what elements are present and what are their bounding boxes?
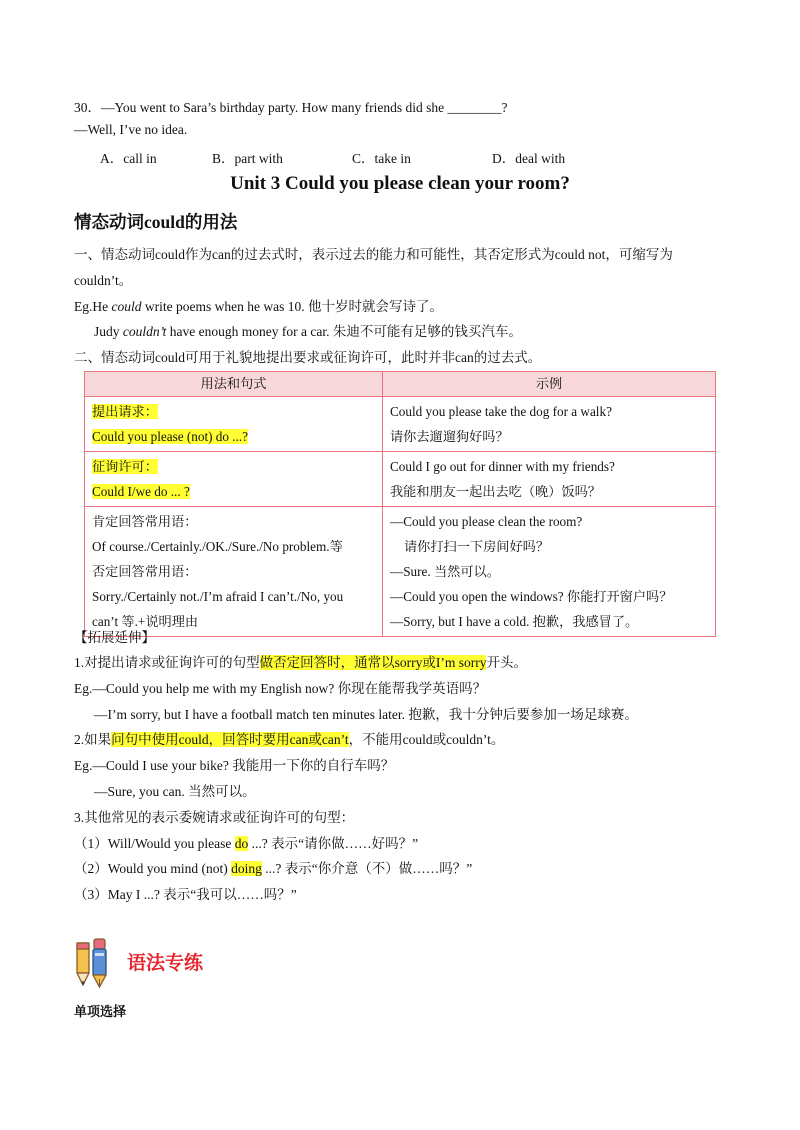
negative-phrases-cont: can’t 等.+说明理由 bbox=[92, 614, 199, 629]
pattern-highlight: do bbox=[234, 836, 249, 851]
negative-phrases: Sorry./Certainly not./I’m afraid I can’t./No, you bbox=[92, 589, 344, 604]
unit-title: Unit 3 Could you please clean your room? bbox=[230, 173, 570, 194]
negative-label: 否定回答常用语： bbox=[92, 564, 198, 579]
table-row bbox=[85, 397, 716, 452]
example-en: Could I go out for dinner with my friends? bbox=[390, 459, 615, 474]
usage-pattern: Could I/we do ... ? bbox=[92, 484, 190, 499]
q30-option-d: D．deal with bbox=[492, 151, 566, 166]
example-prefix: Judy bbox=[94, 324, 123, 339]
q30-option-b: B．part with bbox=[212, 151, 283, 166]
q30-reply: —Well, I’ve no idea. bbox=[74, 122, 188, 137]
dialog-line: —Could you open the windows? 你能打开窗户吗？ bbox=[390, 589, 673, 604]
example-line-2 bbox=[94, 320, 522, 340]
point-highlight: 问句中使用could，回答时要用can或can’t bbox=[111, 732, 349, 747]
usage-table bbox=[84, 371, 716, 637]
example-rest: have enough money for a car. 朱迪不可能有足够的钱买汽车。 bbox=[166, 324, 522, 339]
example-line-1 bbox=[74, 295, 443, 315]
pattern-text: ...? 表示“请你做……好吗？” bbox=[248, 836, 419, 851]
practice-title: 语法专练 bbox=[127, 952, 204, 974]
table-cell-usage bbox=[85, 397, 383, 452]
q30-option-c: C．take in bbox=[352, 151, 411, 166]
pattern-text: ...? 表示“你介意（不）做……吗？” bbox=[261, 861, 473, 876]
extension-point-2 bbox=[74, 728, 504, 748]
usage-label: 征询许可： bbox=[92, 459, 158, 474]
point-text: 1.对提出请求或征询许可的句型 bbox=[74, 655, 260, 670]
section-title: 情态动词could的用法 bbox=[74, 212, 238, 232]
point-highlight: 做否定回答时，通常以sorry或I’m sorry bbox=[259, 655, 487, 670]
para1-line1: 一、情态动词could作为can的过去式时，表示过去的能力和可能性，其否定形式为could not，可缩写为 bbox=[74, 247, 673, 262]
table-header-row bbox=[85, 372, 716, 397]
affirmative-label: 肯定回答常用语： bbox=[92, 514, 198, 529]
pattern-item bbox=[74, 857, 472, 877]
table-cell-usage bbox=[85, 507, 383, 637]
dialog-line: —Could you please clean the room? bbox=[390, 514, 583, 529]
table-cell-example bbox=[383, 397, 716, 452]
point-text: ，不能用could或couldn’t。 bbox=[348, 732, 505, 747]
extension-point-1 bbox=[74, 651, 527, 671]
example-rest: write poems when he was 10. 他十岁时就会写诗了。 bbox=[141, 299, 443, 314]
pencil-pen-icon bbox=[74, 937, 122, 989]
point-text: 开头。 bbox=[486, 655, 527, 670]
table-header-usage: 用法和句式 bbox=[85, 372, 383, 397]
table-cell-example bbox=[383, 452, 716, 507]
dialog-line: —Sorry, but I have a cold. 抱歉，我感冒了。 bbox=[390, 614, 639, 629]
table-row bbox=[85, 452, 716, 507]
dialog-line: —Sure. 当然可以。 bbox=[390, 564, 500, 579]
extension-example: Eg.—Could I use your bike? 我能用一下你的自行车吗？ bbox=[74, 758, 395, 773]
q30-stem: 30．—You went to Sara’s birthday party. How many friends did she ________? bbox=[74, 100, 508, 115]
example-keyword: could bbox=[111, 299, 142, 314]
para2: 二、情态动词could可用于礼貌地提出要求或征询许可，此时并非can的过去式。 bbox=[74, 350, 542, 365]
affirmative-phrases: Of course./Certainly./OK./Sure./No problem.等 bbox=[92, 539, 343, 554]
pattern-text: （1）Will/Would you please bbox=[74, 836, 235, 851]
pattern-item: （3）May I ...? 表示“我可以……吗？” bbox=[74, 887, 297, 902]
usage-pattern: Could you please (not) do ...? bbox=[92, 429, 249, 444]
example-zh: 请你去遛遛狗好吗？ bbox=[390, 429, 509, 444]
table-cell-usage bbox=[85, 452, 383, 507]
extension-example: —Sure, you can. 当然可以。 bbox=[94, 784, 256, 799]
extension-point-3: 3.其他常见的表示委婉请求或征询许可的句型： bbox=[74, 810, 355, 825]
para1-line2: couldn’t。 bbox=[74, 273, 133, 288]
usage-label: 提出请求： bbox=[92, 404, 158, 419]
table-header-example: 示例 bbox=[383, 372, 716, 397]
table-row bbox=[85, 507, 716, 637]
example-zh: 我能和朋友一起出去吃（晚）饭吗？ bbox=[390, 484, 601, 499]
dialog-line: 请你打扫一下房间好吗？ bbox=[404, 539, 550, 554]
table-cell-example bbox=[383, 507, 716, 637]
practice-subtitle: 单项选择 bbox=[74, 1005, 127, 1020]
pattern-item bbox=[74, 832, 418, 852]
pattern-text: （2）Would you mind (not) bbox=[74, 861, 232, 876]
extension-example: Eg.—Could you help me with my English now? 你现在能帮我学英语吗？ bbox=[74, 681, 487, 696]
pattern-highlight: doing bbox=[231, 861, 262, 876]
extension-heading: 【拓展延伸】 bbox=[74, 630, 155, 645]
example-en: Could you please take the dog for a walk? bbox=[390, 404, 612, 419]
q30-option-a: A．call in bbox=[100, 151, 157, 166]
point-text: 2.如果 bbox=[74, 732, 112, 747]
extension-example: —I’m sorry, but I have a football match ten minutes later. 抱歉，我十分钟后要参加一场足球赛。 bbox=[94, 707, 638, 722]
example-prefix: Eg.He bbox=[74, 299, 112, 314]
example-keyword: couldn’t bbox=[122, 324, 167, 339]
